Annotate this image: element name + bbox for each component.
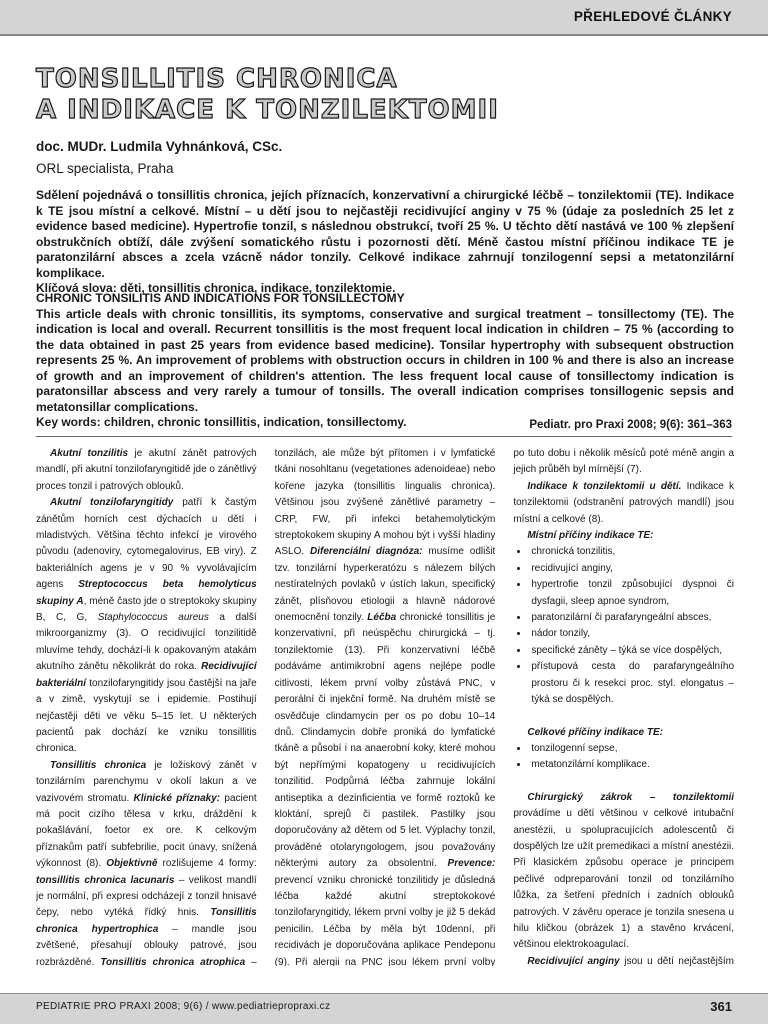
paragraph: Akutní tonzilofaryngitidy patří k častým zánětům horních cest dýchacích u dětí i mladistvých. Většina těchto infekcí je virového původu (adenoviry, cytomegalovirus, EB viry). Z bakteriálních agens je v 90 % vyvolávajícím agens Streptococcus beta hemolyticus skupiny A, méně často jde o streptokoky skupiny B, C, G, Staphylococcus aureus a další mikroorganizmy (3). O recidivující tonzilitidě mluvíme tehdy, dochází-li k opakovaným atakám akutního zánětu několikrát do roka. Recidivující bakteriální tonzilofaryngitidy jsou častější na jaře a v zimě, vyskytují se i epidemie. Postihují nejčastěji děti ve věku 5–15 let. U některých pacientů pak dochází ke vzniku tonsillitis chronica. (36, 497, 257, 755)
header-divider (0, 34, 768, 36)
citation-divider (36, 436, 732, 437)
list-item: • metatonzilární komplikace. (529, 757, 734, 773)
local-indications-list (513, 544, 734, 708)
keywords-cz: Klíčová slova: děti, tonsillitis chronica, indikace, tonzilektomie. (36, 281, 396, 295)
header-bar (0, 0, 768, 34)
paragraph: tonzilách, ale může být přítomen i v lymfatické tkáni nosohltanu (vegetationes adenoideae) nebo kořene jazyka (tonsillitis lingualis chronica). Většinou jsou zvýšené zánětlivé parametry – CRP, FW, při infekci betahemolytickým streptokokem skupiny A mohou být i vyšší hladiny ASLO. Diferenciální diagnóza: musíme odlišit tzv. tonzilární hyperkeratózu s nálezem bílých nestíratelných povlaků v ústích lakun, specifický zánět, plísňovou etiologii a hlavně nádorové onemocnění tonzily. Léčba chronické tonsillitis je konzervativní, při neúspěchu chirurgická – tj. tonzilektomie (13). Při konzervativní léčbě podáváme antimikrobní agens nejlépe podle citlivosti, lékem první volby zůstává PNC, v perorální či injekční formě. Na druhém místě se osvědčuje clindamycin per os po dobu 10–14 dnů. Clindamycin dobře proniká do lymfatické tkáně a působí i na anaerobní koky, které mohou být nepřímými kopatogeny u recidivujících tonzilitid. Podpůrná léčba zahrnuje lokální antiseptika a dezinficientia ve formě roztoků ke kloktání, sprejů či pastilek. Pastilky jsou doporučovány až dětem od 5 let. Výplachy tonzil, prováděné otolaryngologem, jsou považovány některými autory za obsolentní. Prevence: prevencí vzniku chronické tonzilitidy je důsledná léčba každé akutní streptokokové tonzilofaryngitidy, lékem první volby je již 5 dekád penicilin. Léčba by měla být 10denní, při recidivách je doporučována aplikace Pendeponu (9). Při alergii na PNC jsou lékem první volby (274, 448, 496, 966)
list-item: • přístupová cesta do parafaryngeálního prostoru či k resekci proc. styl. elongatus – týká se dospělých. (529, 659, 734, 708)
article-body (36, 446, 734, 966)
column-3 (513, 446, 734, 966)
title-line-1: TONSILLITIS CHRONICA (36, 64, 398, 94)
paragraph: Indikace k tonzilektomii u dětí. Indikace k tonzilektomii (odstranění patrových mandlí) jsou místní a celkové (8). (513, 480, 735, 525)
footer-bar (0, 994, 768, 1024)
article-title (36, 64, 736, 126)
local-indications-heading: Místní příčiny indikace TE: (527, 530, 654, 542)
abstract-czech (36, 188, 734, 297)
paragraph: Chirurgický zákrok – tonzilektomii provádíme u dětí většinou v celkové intubační anestézii, u spolupracujících adolescentů či dospělých lze užít premedikaci a místní anestézii. Při klasickém způsobu operace je principem pečlivé odpreparování tonzil od tonzilárního lůžka, za šetření předních i zadních oblouků patrových. V závěru operace je tonzila snesena u hilu kličkou (obrázek 1) a stavěno krvácení, většinou elektrokoagulací. (513, 791, 735, 951)
abstract-en-title: CHRONIC TONSILITIS AND INDICATIONS FOR TONSILLECTOMY (36, 291, 405, 305)
list-item: • hypertrofie tonzil způsobující dyspnoi či dysfagii, sleep apnoe syndrom, (529, 577, 734, 610)
list-item: • nádor tonzily, (529, 626, 734, 642)
column-1 (36, 446, 257, 966)
keywords-en: Key words: children, chronic tonsillitis, indication, tonsillectomy. (36, 415, 407, 429)
paragraph: po tuto dobu i několik měsíců poté méně angin a jejich průběh byl mírnější (7). (513, 448, 735, 476)
overall-indications-list (513, 741, 734, 774)
abstract-english (36, 291, 734, 431)
abstract-en-text: This article deals with chronic tonsillitis, its symptoms, conservative and surgical treatment – tonsillectomy (TE). The indication is local and overall. Recurrent tonsillitis is the most frequent local indication in children – 75 % (according to the data obtained in past 25 years from evidence based medicine). Tonsilar hypertrophy with subsequent obstruction represents 25 %. An improvement of problems with obstruction occurs in children in 100 % and there is also an increase of growth and an improvement of children's attention. The less frequent local cause of tonsillectomy indication is paratonsillar abscess and very rarely a tumour of tonsills. The overall indication comprises tonsillogenic sepsis and metatonsillar complications. (36, 306, 734, 414)
list-item: • chronická tonzilitis, (529, 544, 734, 560)
page-number: 361 (710, 999, 732, 1014)
list-item: • paratonzilární či parafaryngeální absces, (529, 610, 734, 626)
abstract-cz-text: Sdělení pojednává o tonsillitis chronica, jejích příznacích, konzervativní a chirurgické léčbě – tonzilektomii (TE). Indikace k TE jsou místní a celkové. Místní – u dětí jsou to nejčastěji recidivující anginy v 75 % (údaje za posledních 25 let z evidence based medicine). Hypertrofie tonzil, s následnou obstrukcí, tvoří 25 %. U těchto dětí nastává ve 100 % zlepšení obstrukčních obtíží, dále zvýšení somatického růstu i pozornosti dětí. Méně častou místní příčinou indikace TE je paratonzilární absces a zcela vzácně nádor tonzily. Celkové indikace zahrnují tonzilogenní sepsi a metatonzilární komplikace. (36, 188, 734, 280)
paragraph: Akutní tonzilitis je akutní zánět patrových mandlí, při akutní tonzilofaryngitidě jde o zánětlivý proces tonzil i patrových oblouků. (36, 448, 257, 492)
title-line-2: A INDIKACE K TONZILEKTOMII (36, 95, 499, 125)
author-affiliation: ORL specialista, Praha (36, 161, 174, 176)
column-2 (275, 446, 496, 966)
citation: Pediatr. pro Praxi 2008; 9(6): 361–363 (529, 419, 732, 431)
overall-indications-heading: Celkové příčiny indikace TE: (527, 726, 663, 738)
list-item: • recidivující anginy, (529, 561, 734, 577)
journal-info: PEDIATRIE PRO PRAXI 2008; 9(6) / www.pediatriepropraxi.cz (36, 1001, 331, 1012)
list-item: • tonzilogenní sepse, (529, 741, 734, 757)
section-label: PŘEHLEDOVÉ ČLÁNKY (573, 9, 732, 24)
paragraph: Tonsillitis chronica je ložiskový zánět v tonzilárním parenchymu v okolí lakun a ve vazivovém stromatu. Klinické příznaky: pacient má pocit cizího tělesa v krku, dráždění k pokašlávání, foetor ex ore. K celkovým příznakům patří subfebrilie, pocit únavy, snížená výkonnost (8). Objektivně rozlišujeme 4 formy: tonsillitis chronica lacunaris – velikost mandlí je normální, při expresi odcházejí z tonzil hnisavé čepy, nebo vytéká řídký hnis. Tonsillitis chronica hypertrophica – mandle jsou zvětšené, přesahují oblouky patrové, jsou rozbrázděné. Tonsillitis chronica atrophica – (36, 759, 257, 966)
paragraph: Recidivující anginy jsou u dětí nejčastějším (527, 955, 735, 966)
author-name: doc. MUDr. Ludmila Vyhnánková, CSc. (36, 139, 283, 154)
list-item: • specifické záněty – týká se více dospělých, (529, 643, 734, 659)
